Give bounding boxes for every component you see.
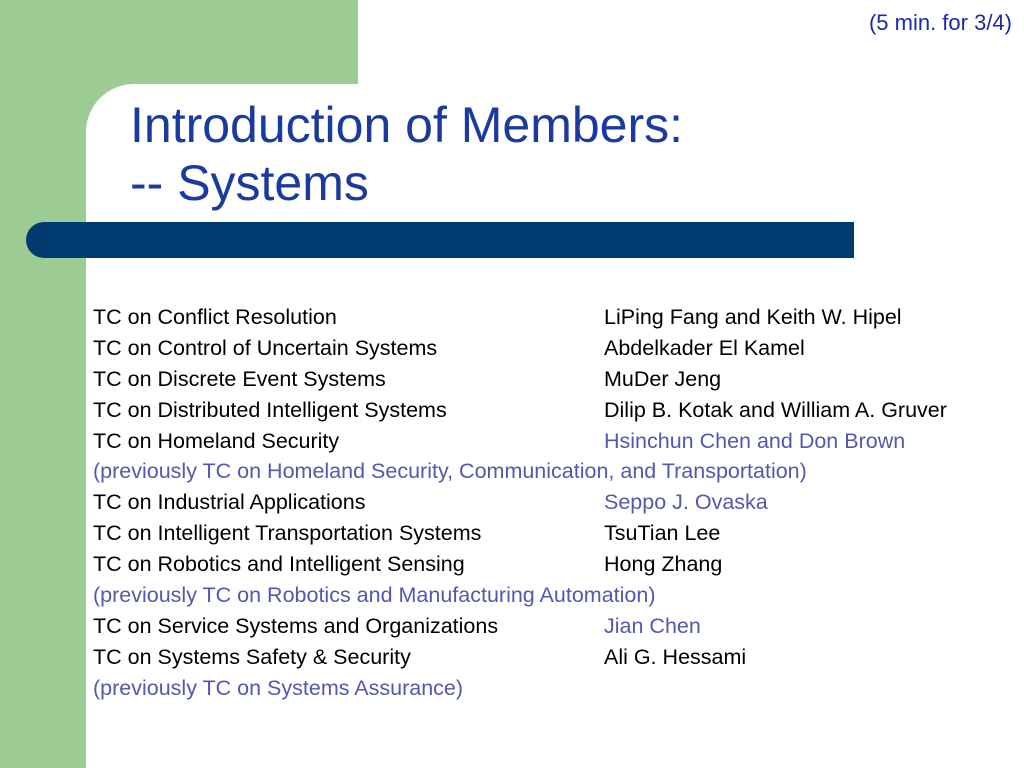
committee-chairs: Hong Zhang: [604, 552, 723, 577]
committee-name: TC on Homeland Security: [93, 428, 340, 453]
timing-note: (5 min. for 3/4): [868, 10, 1012, 35]
committee-chairs: LiPing Fang and Keith W. Hipel: [604, 305, 902, 329]
committee-note-row: [93, 580, 1023, 611]
committee-row: [93, 302, 1023, 333]
committee-name: TC on Control of Uncertain Systems: [93, 335, 438, 360]
committee-name: TC on Conflict Resolution: [93, 305, 337, 329]
committee-row: [93, 364, 1023, 395]
title-divider-bar: [26, 222, 854, 258]
committee-row: [93, 549, 1023, 580]
committee-chairs: TsuTian Lee: [604, 521, 721, 546]
committee-row: [93, 426, 1023, 457]
committee-chairs-new: Seppo J. Ovaska: [604, 490, 768, 515]
committee-chairs: Ali G. Hessami: [604, 644, 747, 669]
committee-name: TC on Industrial Applications: [93, 490, 366, 515]
committee-chairs-new: Jian Chen: [604, 613, 701, 638]
committee-row: [93, 611, 1023, 642]
committee-name: TC on Intelligent Transportation Systems: [93, 521, 482, 546]
committee-chairs: Dilip B. Kotak and William A. Gruver: [604, 397, 947, 422]
committee-row: [93, 395, 1023, 426]
committee-chairs: Abdelkader El Kamel: [604, 335, 805, 360]
committee-previous-name-note: (previously TC on Systems Assurance): [93, 675, 464, 700]
slide-title-line2: -- Systems: [130, 155, 369, 211]
committee-name: TC on Robotics and Intelligent Sensing: [93, 552, 465, 577]
committee-list: [93, 302, 1023, 704]
committee-name: TC on Systems Safety & Security: [93, 644, 411, 669]
committee-previous-name-note: (previously TC on Robotics and Manufacturing Automation): [93, 583, 656, 608]
committee-chairs-new: Hsinchun Chen and Don Brown: [604, 428, 906, 453]
committee-row: [93, 487, 1023, 518]
committee-name: TC on Distributed Intelligent Systems: [93, 397, 447, 422]
committee-chairs: MuDer Jeng: [604, 366, 722, 391]
slide-title-line1: Introduction of Members:: [130, 97, 684, 153]
green-left-strip: [0, 0, 86, 768]
committee-row: [93, 333, 1023, 364]
committee-previous-name-note: (previously TC on Homeland Security, Communication, and Transportation): [93, 459, 807, 484]
committee-note-row: [93, 673, 1023, 704]
committee-row: [93, 642, 1023, 673]
committee-note-row: [93, 456, 1023, 487]
committee-name: TC on Discrete Event Systems: [93, 366, 386, 391]
committee-row: [93, 518, 1023, 549]
slide-title: [130, 96, 683, 212]
committee-name: TC on Service Systems and Organizations: [93, 613, 499, 638]
